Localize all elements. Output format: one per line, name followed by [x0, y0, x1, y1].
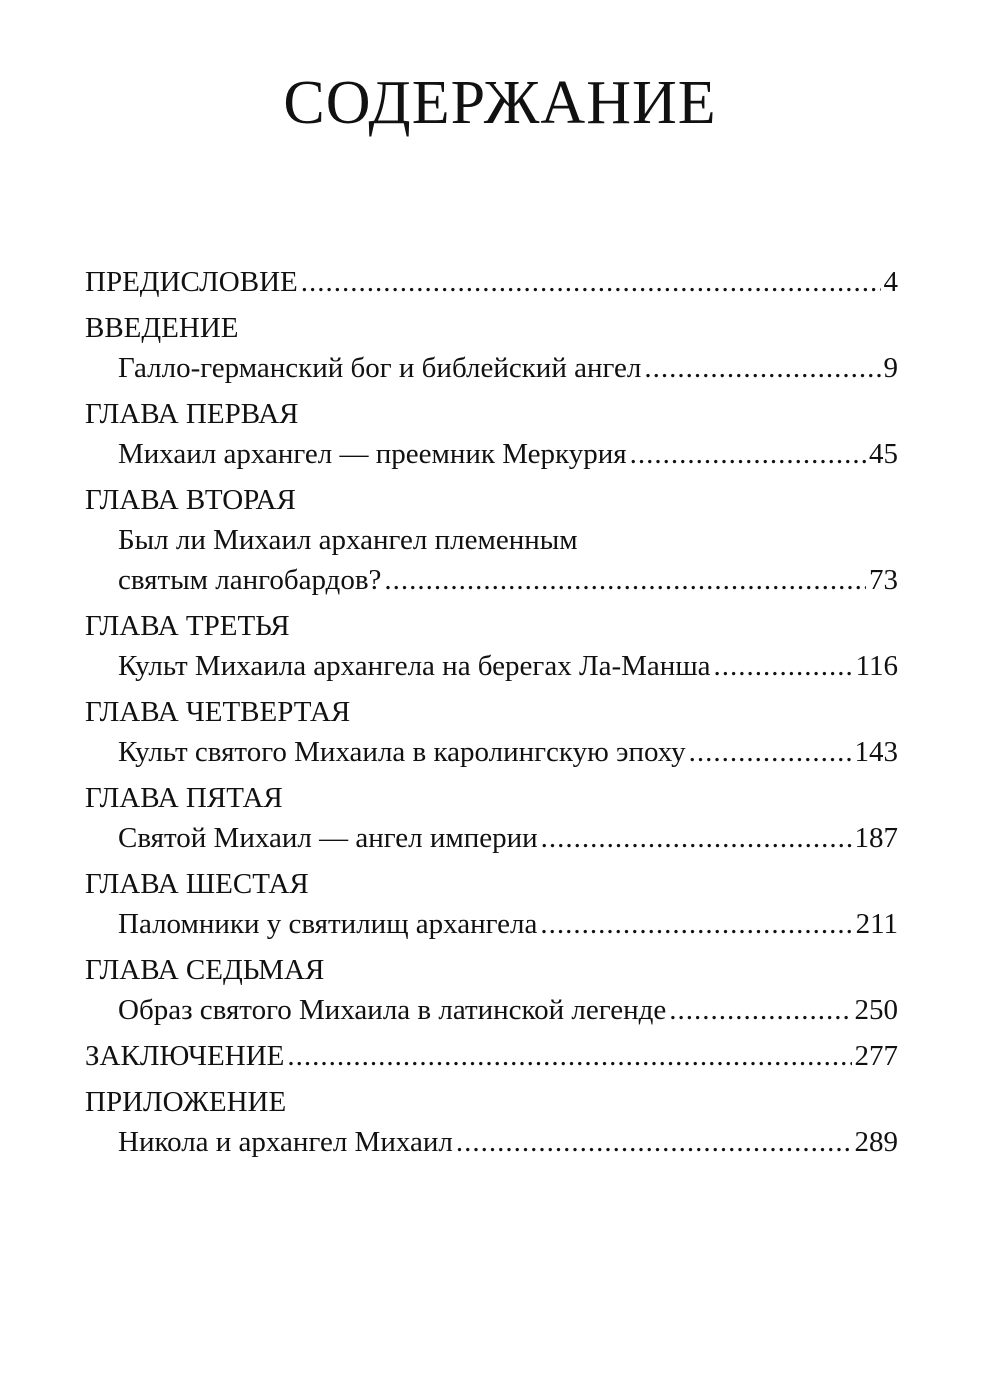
dot-leader: [540, 904, 852, 944]
toc-entry-title: Михаил архангел — преемник Меркурия: [118, 438, 627, 470]
dot-leader: [644, 348, 880, 388]
toc-heading-row: [85, 262, 898, 302]
page-number: 187: [854, 822, 898, 854]
toc-heading-row: [85, 394, 898, 434]
toc-section: [85, 1036, 898, 1076]
dot-leader: [301, 262, 881, 302]
toc-entry-title: Культ Михаила архангела на берегах Ла-Манша: [118, 650, 711, 682]
toc-entry-row: [85, 520, 898, 560]
toc-section: [85, 1082, 898, 1162]
toc-entry-title: Культ святого Михаила в каролингскую эпоху: [118, 736, 686, 768]
toc-entry-title: Святой Михаил — ангел империи: [118, 822, 538, 854]
toc-section: [85, 692, 898, 772]
toc-section: [85, 606, 898, 686]
toc-section: [85, 394, 898, 474]
toc-entry-title: Паломники у святилищ архангела: [118, 908, 538, 940]
dot-leader: [689, 732, 852, 772]
toc-section: [85, 950, 898, 1030]
page-number: 250: [854, 994, 898, 1026]
toc-entry-title: Галло-германский бог и библейский ангел: [118, 352, 642, 384]
toc-heading-row: [85, 480, 898, 520]
toc-heading-row: [85, 864, 898, 904]
toc-entry-title: Никола и архангел Михаил: [118, 1126, 453, 1158]
toc-entry-row: [85, 646, 898, 686]
toc-entry-row: [85, 732, 898, 772]
toc-entry-row: [85, 904, 898, 944]
page-number: 277: [854, 1040, 898, 1072]
page-number: 116: [855, 650, 898, 682]
page-number: 4: [883, 266, 898, 298]
toc-heading: ВВЕДЕНИЕ: [85, 312, 239, 344]
toc-heading: ЗАКЛЮЧЕНИЕ: [85, 1040, 285, 1072]
toc-heading-row: [85, 1036, 898, 1076]
toc-heading: ГЛАВА СЕДЬМАЯ: [85, 954, 325, 986]
dot-leader: [630, 434, 866, 474]
page-number: 289: [854, 1126, 898, 1158]
toc-entry-row: [85, 434, 898, 474]
toc-heading: ПРЕДИСЛОВИЕ: [85, 266, 298, 298]
toc-entry-title: Образ святого Михаила в латинской легенде: [118, 994, 667, 1026]
toc-entry-title: Был ли Михаил архангел племенным: [118, 524, 578, 556]
page-title: СОДЕРЖАНИЕ: [283, 69, 717, 137]
page-number: 45: [869, 438, 898, 470]
dot-leader: [456, 1122, 852, 1162]
toc-heading-row: [85, 692, 898, 732]
toc-heading: ГЛАВА ТРЕТЬЯ: [85, 610, 290, 642]
toc-entry-row: [85, 818, 898, 858]
toc-entry-row: [85, 348, 898, 388]
page-number: 9: [883, 352, 898, 384]
toc-entry-title: святым лангобардов?: [118, 564, 382, 596]
dot-leader: [714, 646, 853, 686]
dot-leader: [384, 560, 866, 600]
toc-heading-row: [85, 1082, 898, 1122]
toc-heading-row: [85, 606, 898, 646]
toc-heading: ГЛАВА ПЯТАЯ: [85, 782, 283, 814]
toc-section: [85, 480, 898, 600]
page-number: 143: [854, 736, 898, 768]
toc-entry-row: [85, 990, 898, 1030]
dot-leader: [669, 990, 851, 1030]
toc-heading-row: [85, 778, 898, 818]
toc-entry-row: [85, 1122, 898, 1162]
toc-section: [85, 262, 898, 302]
toc-heading: ГЛАВА ПЕРВАЯ: [85, 398, 299, 430]
toc-heading-row: [85, 308, 898, 348]
toc-section: [85, 864, 898, 944]
page-number: 211: [855, 908, 898, 940]
toc-section: [85, 308, 898, 388]
toc-section: [85, 778, 898, 858]
toc-heading: ПРИЛОЖЕНИЕ: [85, 1086, 287, 1118]
dot-leader: [287, 1036, 851, 1076]
toc-heading: ГЛАВА ЧЕТВЕРТАЯ: [85, 696, 351, 728]
toc-heading: ГЛАВА ШЕСТАЯ: [85, 868, 309, 900]
page-number: 73: [869, 564, 898, 596]
toc-heading-row: [85, 950, 898, 990]
toc-entry-row: [85, 560, 898, 600]
toc-heading: ГЛАВА ВТОРАЯ: [85, 484, 296, 516]
dot-leader: [541, 818, 852, 858]
table-of-contents: [85, 262, 898, 1168]
